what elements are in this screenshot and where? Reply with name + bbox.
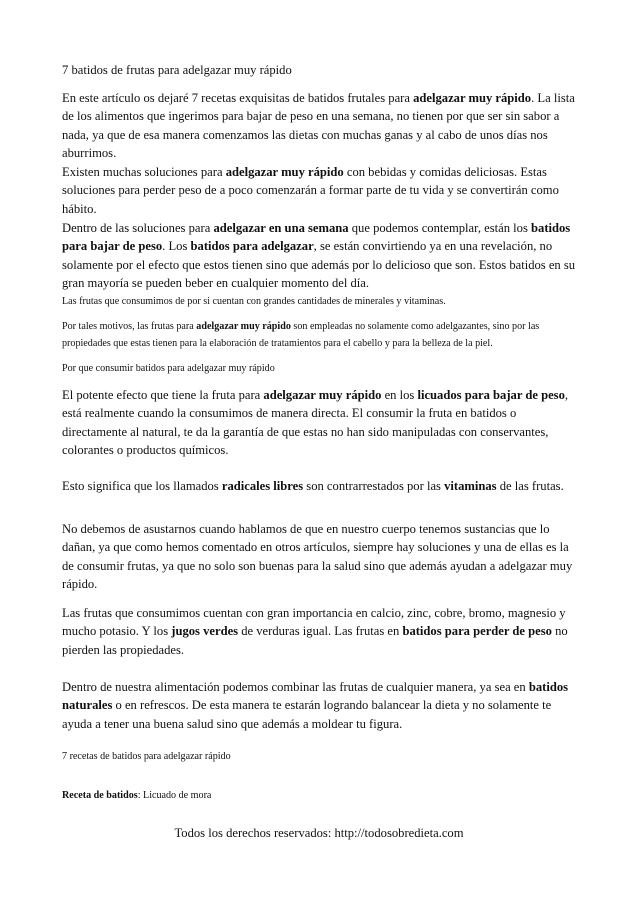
text-run: Las frutas que consumimos cuentan con gran importancia en calcio, zinc, cobre, bromo, magnesio y mucho potasio. Y los	[62, 606, 566, 639]
bold-keyword: adelgazar muy rápido	[263, 388, 382, 402]
document-title: 7 batidos de frutas para adelgazar muy rápido	[62, 63, 292, 77]
section-heading-recetas	[62, 749, 580, 766]
paragraph-intro	[62, 89, 580, 163]
bold-keyword: licuados para bajar de peso	[417, 388, 565, 402]
text-run: Por tales motivos, las frutas para	[62, 321, 197, 332]
page-footer: Todos los derechos reservados: http://todosobredieta.com	[174, 826, 464, 840]
bold-keyword: batidos naturales	[62, 680, 569, 713]
paragraph-alimentacion	[62, 678, 580, 733]
bold-keyword: adelgazar muy rápido	[413, 91, 532, 105]
bold-keyword: radicales libres	[221, 479, 304, 493]
text-run: . La lista de los alimentos que ingerimos para bajar de peso en una semana, no tienen por que ser sin sabor a nada, ya que de esa manera comenzamos las dietas con muchas ganas y al cabo de unos días nos aburrimos.	[62, 91, 575, 161]
paragraph-batidos	[62, 219, 580, 293]
bold-keyword: adelgazar muy rápido	[225, 165, 344, 179]
bold-keyword: batidos para bajar de peso	[62, 221, 571, 254]
text-run: Esto significa que los llamados	[62, 479, 222, 493]
paragraph-solutions	[62, 163, 580, 218]
paragraph-minerales-frutas	[62, 604, 580, 659]
paragraph-potente-efecto	[62, 386, 580, 460]
text-run: , está realmente cuando la consumimos de manera directa. El consumir la fruta en batidos o directamente al natural, te da la garantía de que estas no han sido manipuladas con conservantes, colorantes o productos químicos.	[62, 388, 569, 458]
bold-keyword: vitaminas	[444, 479, 497, 493]
bold-keyword: batidos para adelgazar	[190, 239, 314, 254]
text-run: Las frutas que consumimos de por si cuentan con grandes cantidades de minerales y vitaminas.	[62, 296, 446, 307]
text-run: 7 recetas de batidos para adelgazar rápido	[62, 751, 231, 762]
bold-keyword: adelgazar en una semana	[213, 221, 349, 235]
recipe-title	[62, 788, 580, 805]
text-run: o en refrescos. De esta manera te estarán logrando balancear la dieta y no solamente te ayuda a tener una buena salud sino que además a moldear tu figura.	[62, 698, 552, 731]
text-run: de las frutas.	[496, 479, 564, 493]
bold-keyword: jugos verdes	[171, 624, 239, 639]
text-run: . Los	[162, 239, 191, 254]
text-run: Dentro de las soluciones para	[62, 221, 214, 235]
paragraph-asustarnos	[62, 520, 580, 594]
paragraph-motivos	[62, 319, 580, 352]
paragraph-radicales	[62, 477, 580, 495]
text-run: Por que consumir batidos para adelgazar muy rápido	[62, 363, 275, 374]
text-run: En este artículo os dejaré 7 recetas exquisitas de batidos frutales para	[62, 91, 414, 105]
text-run: El potente efecto que tiene la fruta para	[62, 388, 264, 402]
text-run: son empleadas no solamente como adelgazantes, sino por las propiedades que estas tienen para la elaboración de tratamientos para el cabello y para la belleza de la piel.	[62, 321, 540, 349]
text-run: No debemos de asustarnos cuando hablamos de que en nuestro cuerpo tenemos sustancias que lo dañan, ya que como hemos comentado en otros artículos, siempre hay soluciones y una de ellas es la de consumir frutas, ya que no solo son buenas para la salud sino que además ayudan a adelgazar muy rápido.	[62, 522, 573, 592]
text-run: no pierden las propiedades.	[62, 624, 568, 657]
text-run: : Licuado de mora	[137, 790, 212, 801]
text-run: de verduras igual. Las frutas en	[238, 624, 403, 639]
text-run: en los	[381, 388, 418, 402]
section-heading-por-que	[62, 361, 580, 378]
text-run: que podemos contemplar, están los	[348, 221, 532, 235]
paragraph-minerales	[62, 294, 580, 311]
text-run: Existen muchas soluciones para	[62, 165, 226, 179]
bold-keyword: adelgazar muy rápido	[196, 321, 291, 332]
text-run: son contrarrestados por las	[303, 479, 445, 493]
text-run: Dentro de nuestra alimentación podemos combinar las frutas de cualquier manera, ya sea en	[62, 680, 529, 694]
text-run: , se están convirtiendo ya en una revelación, no solamente por el efecto que estos tienen sino que además por lo delicioso que son. Estos batidos en su gran mayoría se pueden beber en cualquier momento del día.	[62, 239, 576, 291]
bold-keyword: batidos para perder de peso	[402, 624, 552, 639]
text-run: con bebidas y comidas deliciosas. Estas soluciones para perder peso de a poco comenzarán a formar parte de tu vida y se convertirán como hábito.	[62, 165, 559, 216]
bold-keyword: Receta de batidos	[62, 790, 138, 801]
